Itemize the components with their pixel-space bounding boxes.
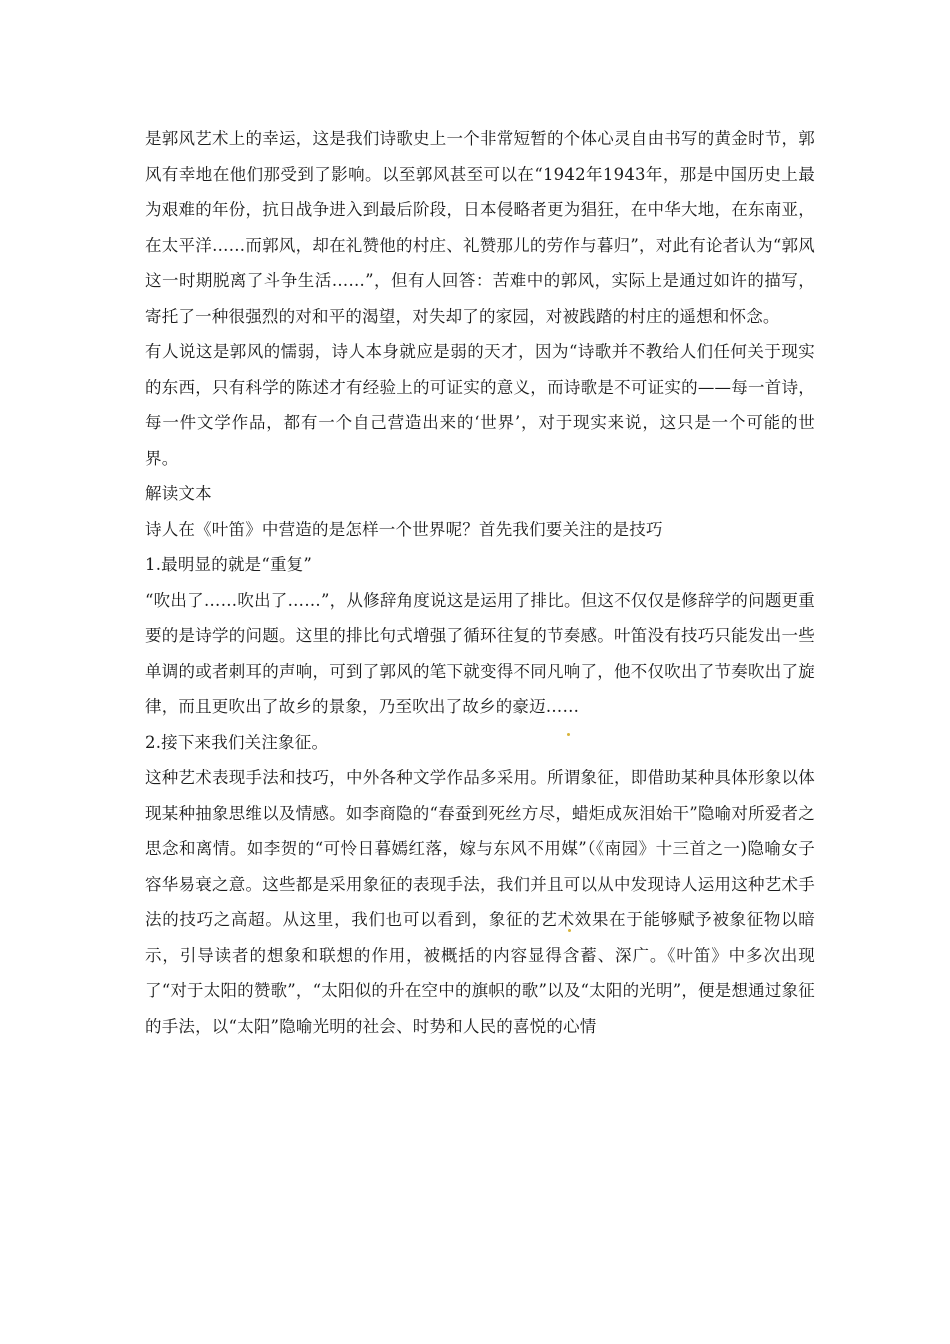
- scan-artifact-dot: [567, 733, 570, 736]
- scan-artifact-dot: [568, 929, 571, 932]
- subheading-symbolism: 2.接下来我们关注象征。: [145, 732, 329, 752]
- paragraph-world-question: 诗人在《叶笛》中营造的是怎样一个世界呢？首先我们要关注的是技巧: [145, 519, 663, 539]
- paragraph-symbolism-analysis: 这种艺术表现手法和技巧，中外各种文学作品多采用。所谓象征，即借助某种具体形象以体现某种抽象思维以及情感。如李商隐的“春蚕到死丝方尽，蜡炬成灰泪始干”隐喻对所爱者之思念和离情。如李贺的“可怜日暮嫣红落，嫁与东风不用媒”（《南园》十三首之一)隐喻女子容华易衰之意。这些都是采用象征的表现手法，我们并且可以从中发现诗人运用这种艺术手法的技巧之高超。从这里，我们也可以看到，象征的艺术效果在于能够赋予被象征物以暗示，引导读者的想象和联想的作用，被概括的内容显得含蓄、深广。《叶笛》中多次出现了“对于太阳的赞歌”，“太阳似的升在空中的旗帜的歌”以及“太阳的光明”，便是想通过象征的手法，以“太阳”隐喻光明的社会、时势和人民的喜悦的心情: [145, 768, 815, 1036]
- section-heading-interpretation: 解读文本: [145, 484, 212, 503]
- subheading-repetition: 1.最明显的就是“重复”: [145, 555, 313, 574]
- paragraph-poet-weakness: 有人说这是郭风的懦弱，诗人本身就应是弱的天才，因为“诗歌并不教给人们任何关于现实的东西，只有科学的陈述才有经验上的可证实的意义，而诗歌是不可证实的——每一首诗，每一件文学作品，都有一个自己营造出来的‘世界’，对于现实来说，这只是一个可能的世界。: [145, 342, 815, 468]
- paragraph-guofeng-fortune: 是郭风艺术上的幸运，这是我们诗歌史上一个非常短暂的个体心灵自由书写的黄金时节，郭风有幸地在他们那受到了影响。以至郭风甚至可以在“1942年1943年，那是中国历史上最为艰难的年份，抗日战争进入到最后阶段，日本侵略者更为猖狂，在中华大地，在东南亚，在太平洋……而郭风，却在礼赞他的村庄、礼赞那儿的劳作与暮归”，对此有论者认为“郭风这一时期脱离了斗争生活……”，但有人回答：苦难中的郭风，实际上是通过如许的描写，寄托了一种很强烈的对和平的渴望，对失却了的家园，对被践踏的村庄的遥想和怀念。: [145, 129, 815, 326]
- document-body: [145, 121, 815, 1044]
- paragraph-repetition-analysis: “吹出了……吹出了……”，从修辞角度说这是运用了排比。但这不仅仅是修辞学的问题更重要的是诗学的问题。这里的排比句式增强了循环往复的节奏感。叶笛没有技巧只能发出一些单调的或者刺耳的声响，可到了郭风的笔下就变得不同凡响了，他不仅吹出了节奏吹出了旋律，而且更吹出了故乡的景象，乃至吹出了故乡的豪迈……: [145, 590, 815, 716]
